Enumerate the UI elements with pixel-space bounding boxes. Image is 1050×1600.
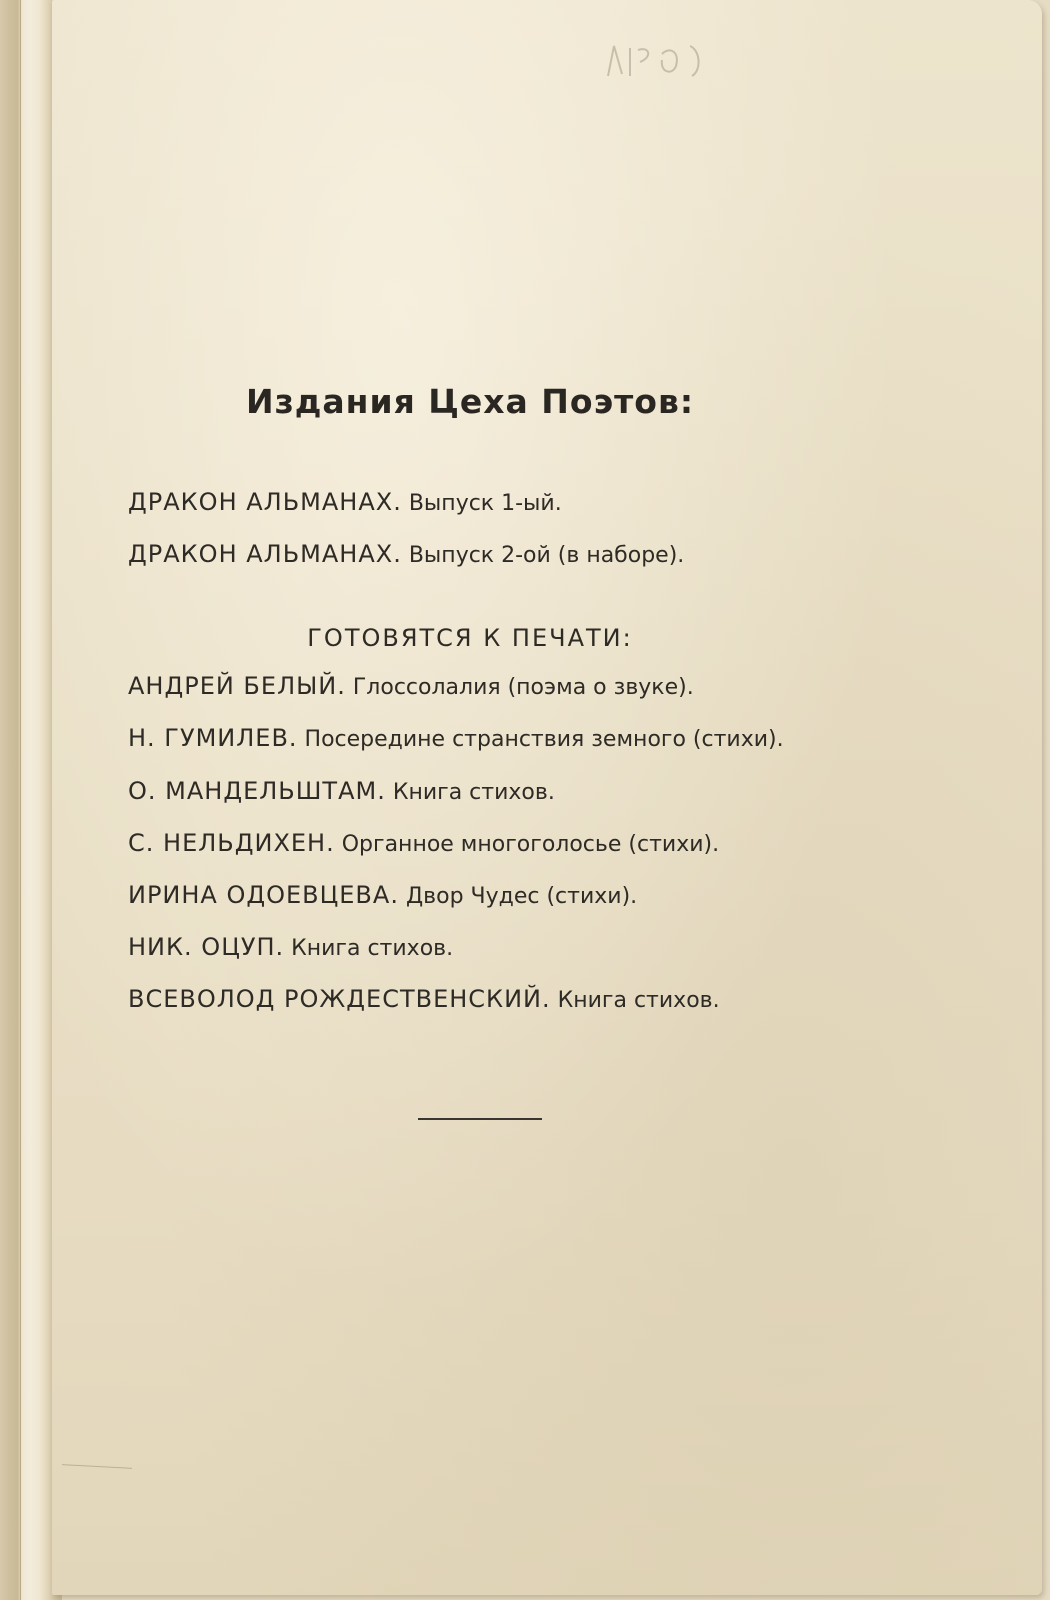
forthcoming-item-2: [128, 724, 784, 752]
forthcoming-item-6: [128, 933, 453, 961]
item-name: ВСЕВОЛОД РОЖДЕСТВЕНСКИЙ.: [128, 985, 551, 1013]
spine-stitch-line: [20, 0, 21, 1600]
forthcoming-item-3: [128, 777, 555, 805]
closing-rule: [418, 1118, 542, 1120]
item-name: ДРАКОН АЛЬМАНАХ.: [128, 540, 402, 568]
forthcoming-item-4: [128, 829, 719, 857]
page-content: [52, 0, 1042, 1595]
item-detail: Книга стихов.: [392, 780, 555, 805]
forthcoming-heading: ГОТОВЯТСЯ К ПЕЧАТИ:: [307, 624, 633, 652]
page-title: Издания Цеха Поэтов:: [245, 382, 695, 421]
item-detail: Посередине странствия земного (стихи).: [304, 727, 784, 752]
item-name: НИК. ОЦУП.: [128, 933, 285, 961]
published-item-2: [128, 540, 684, 568]
item-detail: Книга стихов.: [557, 988, 720, 1013]
item-detail: Органное многоголосье (стихи).: [341, 832, 720, 857]
item-detail: Глоссолалия (поэма о звуке).: [352, 675, 694, 700]
item-name: С. НЕЛЬДИХЕН.: [128, 829, 335, 857]
item-detail: Выпуск 1-ый.: [408, 491, 562, 516]
forthcoming-item-5: [128, 881, 637, 909]
item-detail: Книга стихов.: [291, 936, 454, 961]
book-page: [52, 0, 1042, 1595]
item-detail: Двор Чудес (стихи).: [405, 884, 638, 909]
forthcoming-item-7: [128, 985, 720, 1013]
item-detail: Выпуск 2-ой (в наборе).: [408, 543, 685, 568]
paper-crease: [62, 1464, 132, 1469]
item-name: АНДРЕЙ БЕЛЫЙ.: [128, 672, 346, 700]
item-name: ИРИНА ОДОЕВЦЕВА.: [128, 881, 399, 909]
item-name: Н. ГУМИЛЕВ.: [128, 724, 298, 752]
published-item-1: [128, 488, 562, 516]
forthcoming-item-1: [128, 672, 694, 700]
item-name: О. МАНДЕЛЬШТАМ.: [128, 777, 386, 805]
item-name: ДРАКОН АЛЬМАНАХ.: [128, 488, 402, 516]
